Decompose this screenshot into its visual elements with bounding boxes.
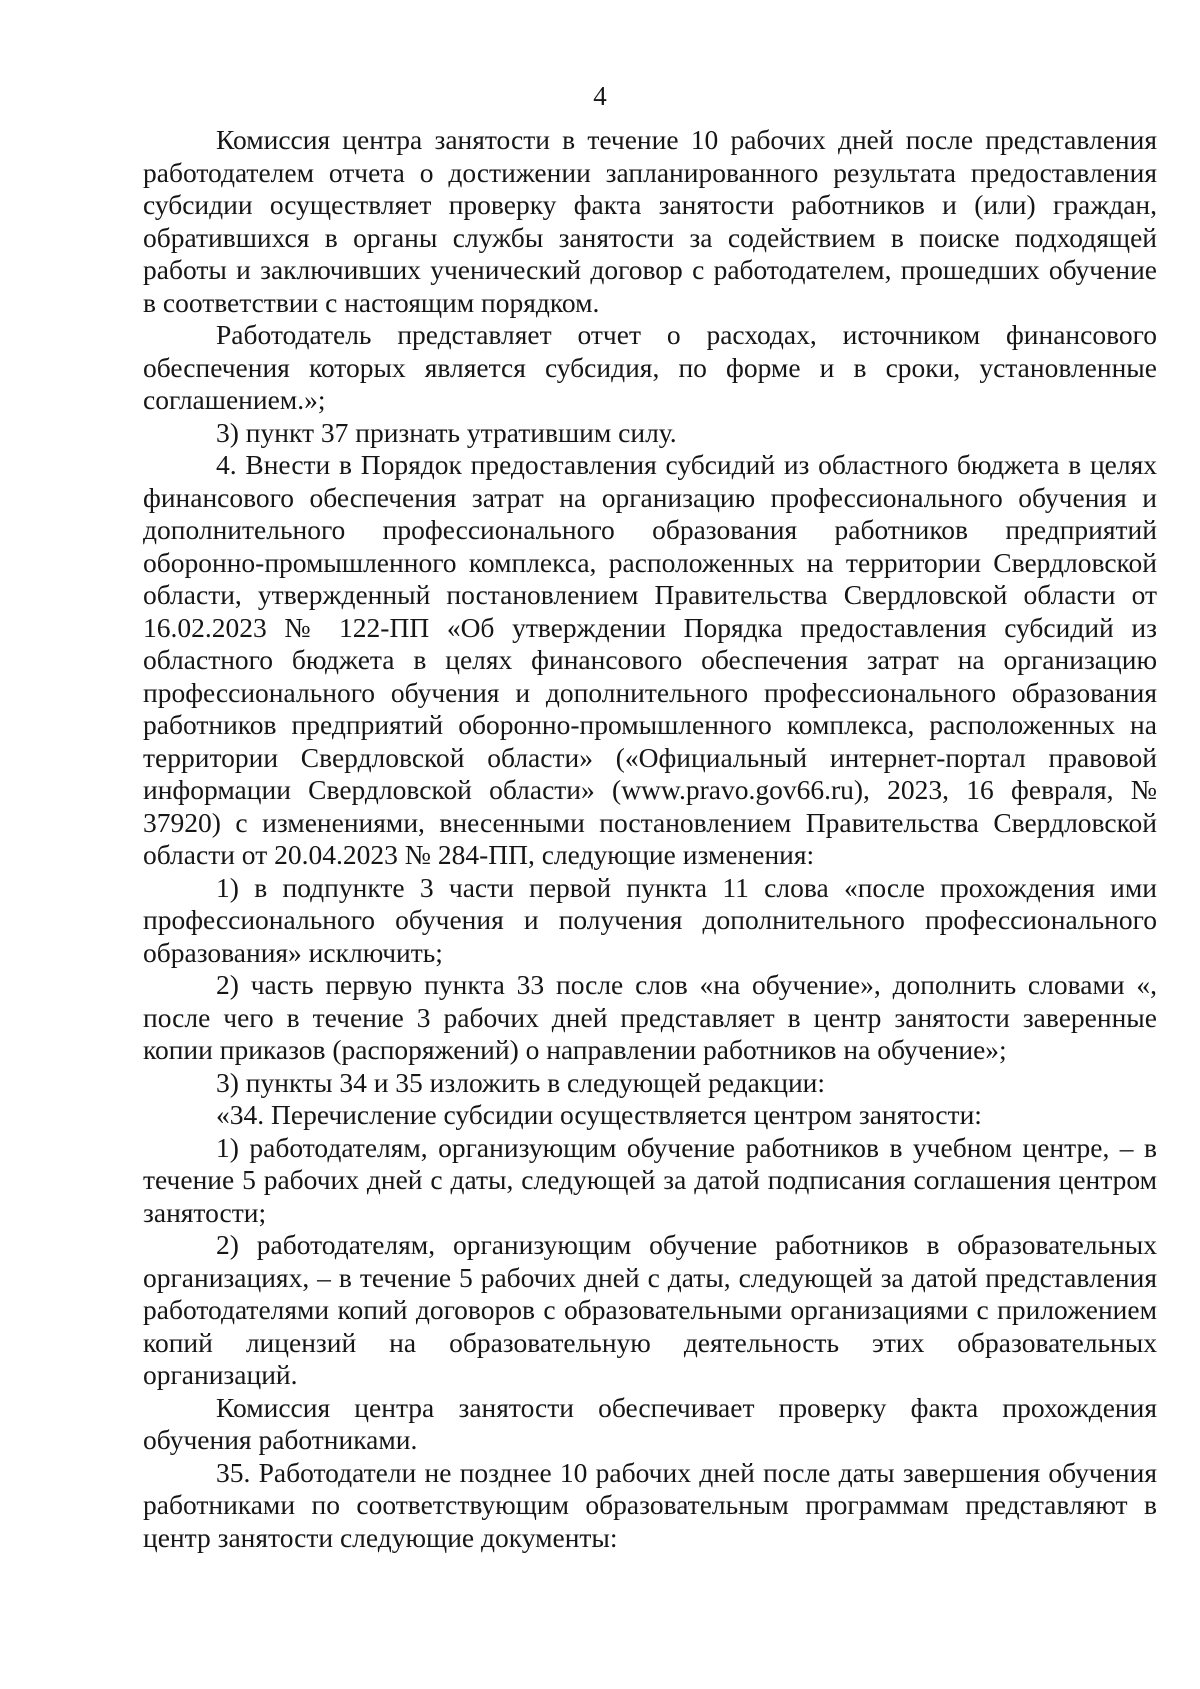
paragraph: 4. Внести в Порядок предоставления субсидий из областного бюджета в целях финансового обеспечения затрат на организацию профессионального обучения и дополнительного профессионального образования работников предприятий оборонно-промышленного комплекса, расположенных на территории Свердловской области, утвержденный постановлением Правительства Свердловской области от 16.02.2023 № 122-ПП «Об утверждении Порядка предоставления субсидий из областного бюджета в целях финансового обеспечения затрат на организацию профессионального обучения и дополнительного профессионального образования работников предприятий оборонно-промышленного комплекса, расположенных на территории Свердловской области» («Официальный интернет-портал правовой информации Свердловской области» (www.pravo.gov66.ru), 2023, 16 февраля, № 37920) с изменениями, внесенными постановлением Правительства Свердловской области от 20.04.2023 № 284-ПП, следующие изменения: — [143, 449, 1157, 870]
paragraph: 3) пункты 34 и 35 изложить в следующей редакции: — [216, 1066, 826, 1098]
paragraph: Комиссия центра занятости обеспечивает проверку факта прохождения обучения работниками. — [143, 1391, 1157, 1455]
paragraph: Работодатель представляет отчет о расходах, источником финансового обеспечения которых является субсидия, по форме и в сроки, установленные соглашением.»; — [143, 319, 1157, 415]
paragraph: 35. Работодатели не позднее 10 рабочих дней после даты завершения обучения работниками по соответствующим образовательным программам представляют в центр занятости следующие документы: — [143, 1456, 1157, 1553]
page-number: 4 — [593, 81, 607, 111]
paragraph: 1) в подпункте 3 части первой пункта 11 слова «после прохождения ими профессионального обучения и получения дополнительного профессионального образования» исключить; — [143, 871, 1157, 968]
paragraph: Комиссия центра занятости в течение 10 рабочих дней после представления работодателем отчета о достижении запланированного результата предоставления субсидии осуществляет проверку факта занятости работников и (или) граждан, обратившихся в органы службы занятости за содействием в поиске подходящей работы и заключивших ученический договор с работодателем, прошедших обучение в соответствии с настоящим порядком. — [143, 124, 1157, 318]
paragraph: 2) работодателям, организующим обучение работников в образовательных организациях, – в течение 5 рабочих дней с даты, следующей за датой представления работодателями копий договоров с образовательными организациями с приложением копий лицензий на образовательную деятельность этих образовательных организаций. — [143, 1229, 1157, 1390]
paragraph: 2) часть первую пункта 33 после слов «на обучение», дополнить словами «, после чего в течение 3 рабочих дней представляет в центр занятости заверенные копии приказов (распоряжений) о направлении работников на обучение»; — [143, 969, 1157, 1065]
paragraph: 3) пункт 37 признать утратившим силу. — [216, 416, 677, 448]
paragraph: 1) работодателям, организующим обучение работников в учебном центре, – в течение 5 рабочих дней с даты, следующей за датой подписания соглашения центром занятости; — [143, 1131, 1157, 1228]
document-body — [143, 124, 1157, 1554]
paragraph: «34. Перечисление субсидии осуществляется центром занятости: — [216, 1099, 982, 1130]
